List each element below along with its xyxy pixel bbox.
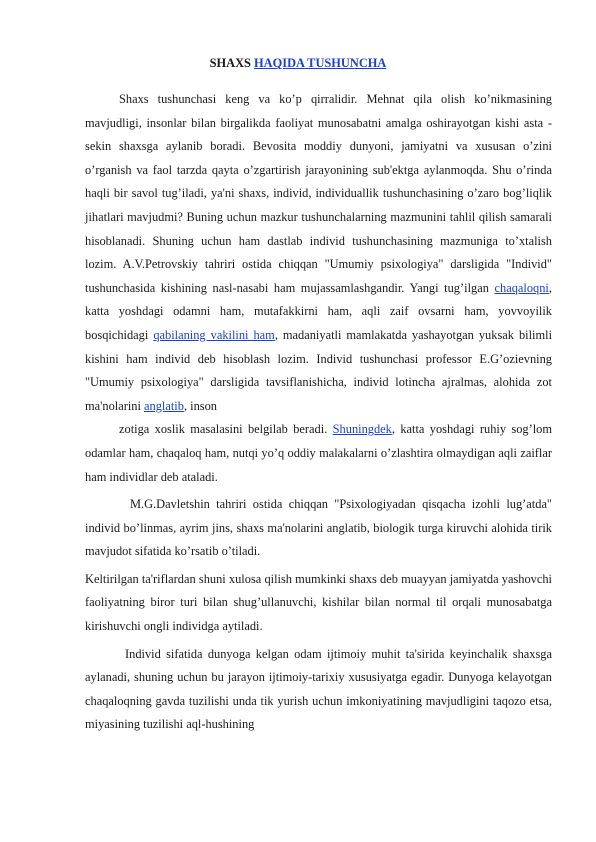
- paragraph-text: , katta yoshdagi odamni ham, mutafakkirni ham, aqli zaif ovsarni ham, yovvoyilik bosqichidagi: [85, 280, 552, 342]
- paragraph-4: Keltirilgan ta'riflardan shuni xulosa qilish mumkinki shaxs deb muayyan jamiyatda yashovchi faoliyatning biror turi bilan shug’ullanuvchi, kishilar bilan normal til orqali munosabatga kirishuvchi ongli individga aytiladi.: [85, 571, 552, 634]
- title-link[interactable]: HAQIDA TUSHUNCHA: [254, 56, 387, 70]
- paragraph-1: [85, 88, 552, 418]
- paragraph-text: Shaxs tushunchasi keng va ko’p qirralidir. Mehnat qila olish ko’nikmasining mavjudligi, insonlar bilan birgalikda faoliyat munosabatni amalga oshirayotgan kishi asta - sekin shaxsga aylanib boradi. Bevosita moddiy dunyoni, jamiyatni va xususan o’zini o’rganish va faol tarzda qayta o’zgartirish jarayonining sub'ektga aylanmoqda. Shu o’rinda haqli bir savol tug’iladi, ya'ni shaxs, individ, individuallik tushunchasining o’zaro bog’liqlik jihatlari mavjudmi? Buning uchun mazkur tushunchalarning mazmunini tahlil qilish samarali hisoblanadi. Shuning uchun ham dastlab individ tushunchasining mazmuniga to’xtalish lozim. A.V.Petrovskiy tahriri ostida chiqqan "Umumiy psixologiya" darsligida "Individ" tushunchasida kishining nasl-nasabi ham mujassamlashgandir. Yangi tug’ilgan: [85, 92, 552, 295]
- link-qabilaning-vakilini[interactable]: qabilaning vakilini ham: [153, 327, 275, 342]
- link-chaqaloqni[interactable]: chaqaloqni: [494, 280, 549, 295]
- title-text: SHAXS: [209, 56, 255, 70]
- document-body: [85, 88, 552, 737]
- link-shuningdek[interactable]: Shuningdek: [332, 422, 392, 437]
- paragraph-3: M.G.Davletshin tahriri ostida chiqqan "Psixologiyadan qisqacha izohli lug’atda" individ bo’linmas, ayrim jins, shaxs ma'nolarini anglatib, biologik turga kiruvchi alohida tirik mavjudot sifatida ko’rsatib o’tiladi.: [85, 497, 552, 559]
- page-title: [0, 55, 596, 71]
- paragraph-text: , katta yoshdagi ruhiy sog’lom odamlar ham, chaqaloq ham, nutqi yo’q oddiy malakalarni o’zlashtira olmaydigan aqli zaiflar ham individlar deb ataladi.: [85, 422, 552, 484]
- link-anglatib[interactable]: anglatib: [144, 398, 184, 413]
- paragraph-2: [85, 418, 552, 489]
- paragraph-text: , madaniyatli mamlakatda yashayotgan yuksak bilimli kishini ham individ deb hisoblash lozim. Individ tushunchasi professor E.G’ozievning "Umumiy psixologiya" darsligida tavsiflanishicha, individ lotincha ajralmas, alohida zot ma'nolarini: [85, 327, 553, 413]
- paragraph-text: zotiga xoslik masalasini belgilab beradi.: [119, 422, 333, 437]
- paragraph-text: , inson: [183, 398, 217, 413]
- paragraph-5: Individ sifatida dunyoga kelgan odam ijtimoiy muhit ta'sirida keyinchalik shaxsga aylanadi, shuning uchun bu jarayon ijtimoiy-tarixiy xususiyatga egadir. Dunyoga kelayotgan chaqaloqning gavda tuzilishi unda tik yurish uchun imkoniyatining mavjudligini taqozo etsa, miyasining tuzilishi aql-hushining: [85, 646, 552, 732]
